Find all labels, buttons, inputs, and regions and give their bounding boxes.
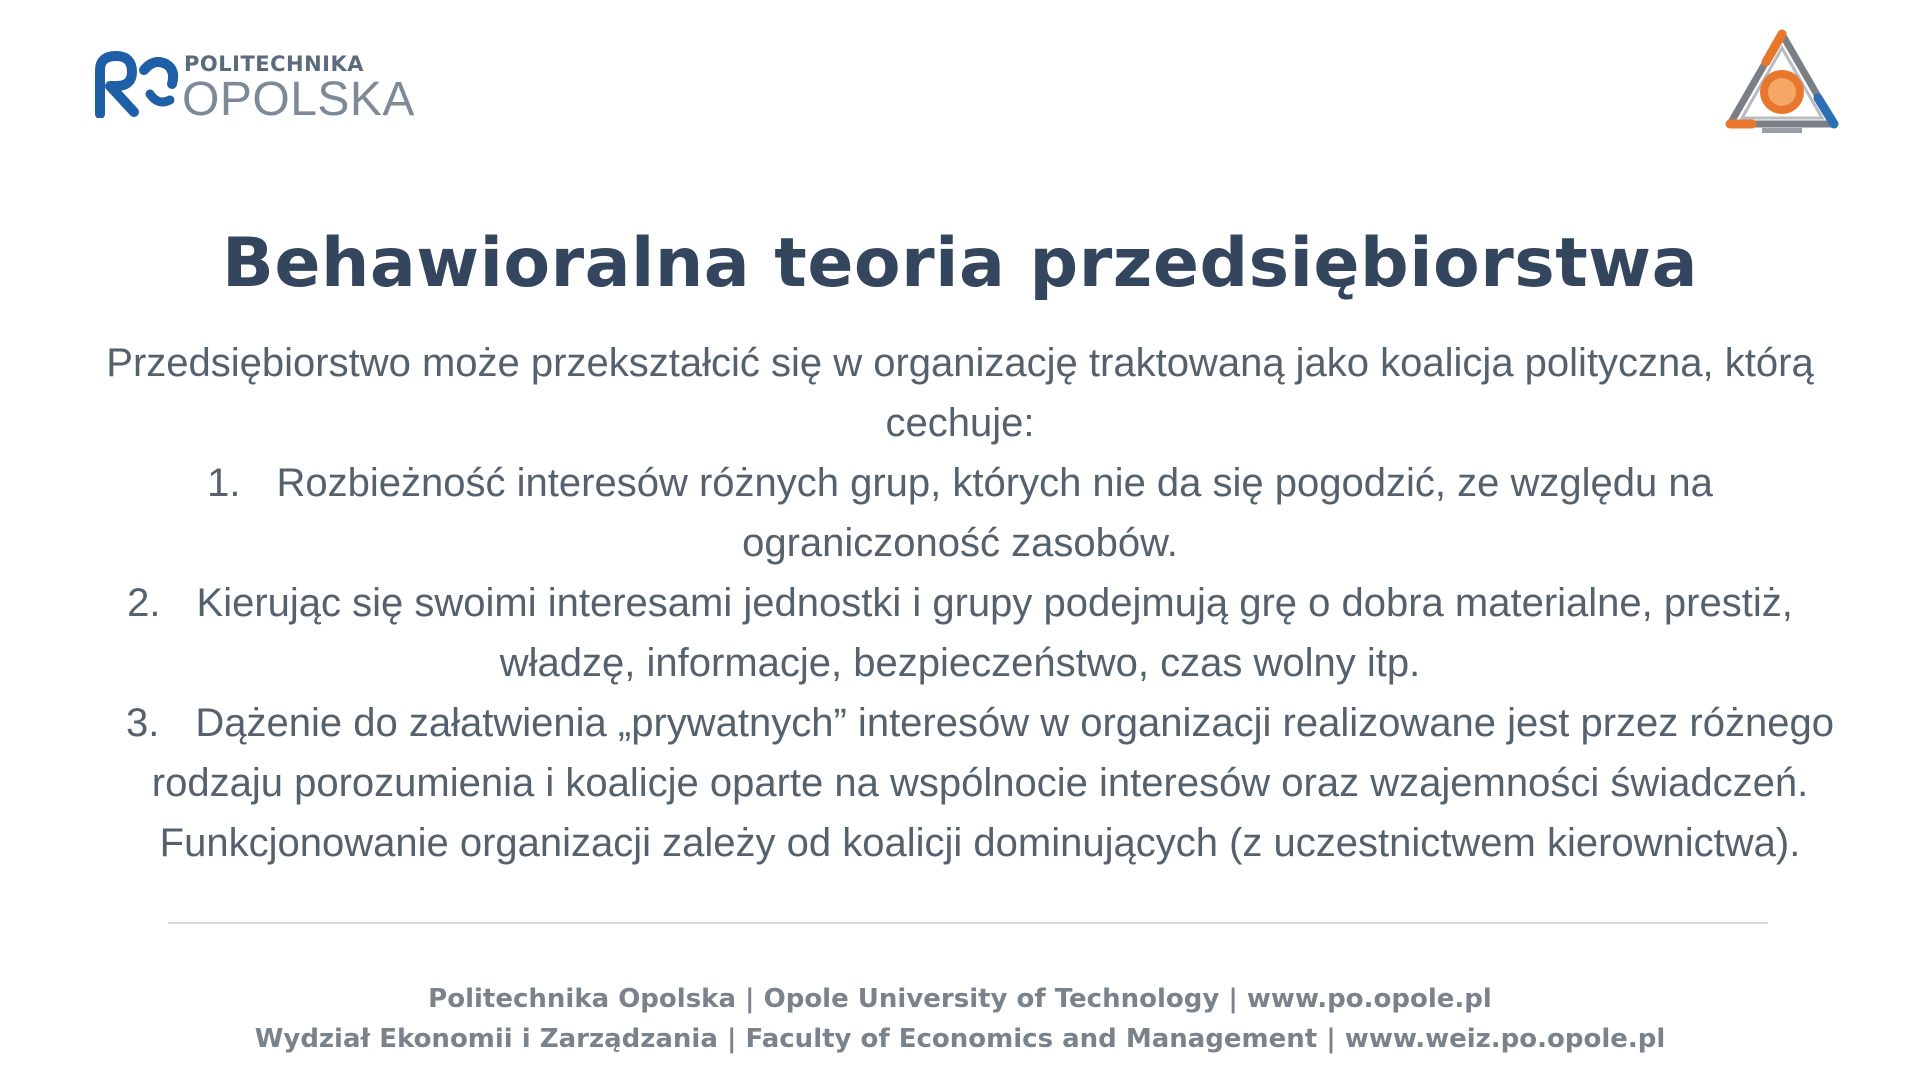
footer-line-university: Politechnika Opolska | Opole University of Technology | www.po.opole.pl bbox=[428, 984, 1492, 1014]
footer-divider bbox=[168, 922, 1768, 924]
slide-body bbox=[60, 333, 1860, 873]
po-logo-small-text: POLITECHNIKA bbox=[184, 52, 365, 76]
list-item bbox=[60, 453, 1860, 573]
list-item-text: Dążenie do załatwienia „prywatnych” interesów w organizacji realizowane jest przez różnego rodzaju porozumienia i koalicje oparte na wspólnocie interesów oraz wzajemności świadczeń. Funkcjonowanie organizacji zależy od koalicji dominujących (z uczestnictwem kierownictwa). bbox=[151, 701, 1834, 865]
footer-line-faculty: Wydział Ekonomii i Zarządzania | Faculty of Economics and Management | www.weiz.po.opole.pl bbox=[254, 1024, 1666, 1054]
list-item bbox=[60, 693, 1860, 873]
po-logo-text bbox=[182, 48, 415, 128]
list-item bbox=[60, 573, 1860, 693]
list-item-number: 1. bbox=[207, 461, 241, 505]
po-logo-mark-icon bbox=[92, 50, 182, 118]
slide-title: Behawioralna teoria przedsiębiorstwa bbox=[222, 224, 1698, 303]
list-item-text: Rozbieżność interesów różnych grup, których nie da się pogodzić, ze względu na ograniczoność zasobów. bbox=[276, 461, 1713, 565]
list-item-text: Kierując się swoimi interesami jednostki i grupy podejmują grę o dobra materialne, prestiż, władzę, informacje, bezpieczeństwo, czas wolny itp. bbox=[196, 581, 1793, 685]
numbered-list bbox=[60, 453, 1860, 873]
faculty-triangle-emblem-icon bbox=[1722, 28, 1842, 138]
politechnika-opolska-logo bbox=[92, 48, 415, 128]
list-item-number: 3. bbox=[126, 701, 160, 745]
po-logo-big-text: OPOLSKA bbox=[182, 73, 415, 126]
intro-paragraph: Przedsiębiorstwo może przekształcić się w organizację traktowaną jako koalicja polityczna, którą cechuje: bbox=[106, 341, 1814, 445]
list-item-number: 2. bbox=[127, 581, 161, 625]
